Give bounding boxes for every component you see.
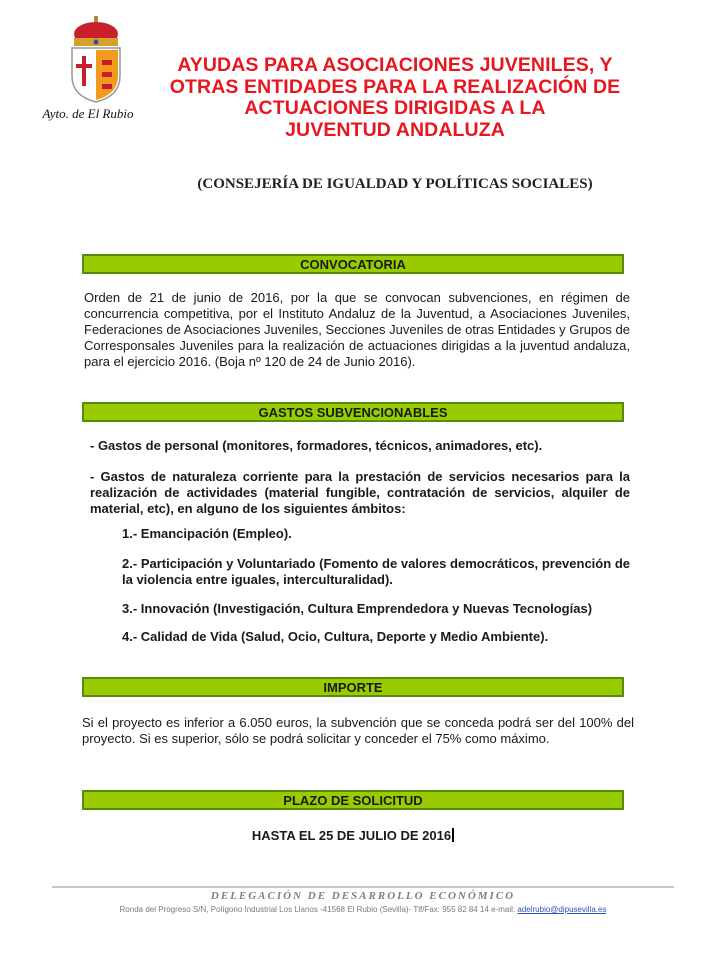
section-header-gastos: GASTOS SUBVENCIONABLES	[82, 402, 624, 422]
gastos-item-personal: - Gastos de personal (monitores, formadores, técnicos, animadores, etc).	[90, 438, 543, 453]
title-line: JUVENTUD ANDALUZA	[285, 118, 505, 141]
importe-text: Si el proyecto es inferior a 6.050 euros, la subvención que se conceda podrá ser del 100% del proyecto. Si es superior, sólo se podrá solicitar y conceder el 75% como máximo.	[82, 715, 634, 746]
deadline-value: HASTA EL 25 DE JULIO DE 2016	[251, 828, 452, 843]
ambito-item: 1.- Emancipación (Empleo).	[122, 526, 292, 541]
title-line: OTRAS ENTIDADES PARA LA REALIZACIÓN DE	[169, 75, 621, 98]
footer-divider	[52, 886, 674, 888]
section-header-plazo: PLAZO DE SOLICITUD	[82, 790, 624, 810]
page-subtitle: (CONSEJERÍA DE IGUALDAD Y POLÍTICAS SOCIALES)	[197, 176, 593, 192]
footer-address-text: Ronda del Progreso S/N, Polígono Industrial Los Llanos -41568 El Rubio (Sevilla)- Tlf/Fax: 955 82 84 14 e-mail:	[119, 905, 518, 914]
convocatoria-text: Orden de 21 de junio de 2016, por la que se convocan subvenciones, en régimen de concurrencia competitiva, por el Instituto Andaluz de la Juventud, a Asociaciones Juveniles, Federaciones de Asociaciones Juveniles, Secciones Juveniles de otras Entidades y Grupos de Corresponsales Juveniles para la realización de actuaciones dirigidas a la juventud andaluza, para el ejercicio 2016. (Boja nº 120 de 24 de Junio 2016).	[84, 290, 630, 369]
coat-of-arms-logo	[66, 14, 126, 104]
ambito-item: 2.- Participación y Voluntariado (Fomento de valores democráticos, prevención de la violencia entre iguales, interculturalidad).	[122, 556, 630, 587]
crown-icon	[74, 16, 118, 46]
footer-address	[52, 905, 674, 914]
footer-email-link[interactable]: adelrubio@dipusevilla.es	[517, 905, 607, 914]
section-header-importe: IMPORTE	[82, 677, 624, 697]
section-header-convocatoria: CONVOCATORIA	[82, 254, 624, 274]
title-line: AYUDAS PARA ASOCIACIONES JUVENILES, Y	[177, 54, 613, 76]
page-title	[140, 55, 650, 141]
footer-title: DELEGACIÓN DE DESARROLLO ECONÓMICO	[210, 890, 516, 902]
text-cursor	[452, 828, 454, 842]
gastos-item-corriente: - Gastos de naturaleza corriente para la prestación de servicios necesarios para la realización de actividades (material fungible, contratación de servicios, alquiler de material, etc), en alguno de los siguientes ámbitos:	[90, 469, 630, 516]
title-line: ACTUACIONES DIRIGIDAS A LA	[244, 97, 546, 119]
logo-caption: Ayto. de El Rubio	[42, 106, 134, 121]
ambito-item: 4.- Calidad de Vida (Salud, Ocio, Cultura, Deporte y Medio Ambiente).	[122, 629, 549, 644]
ambito-item: 3.- Innovación (Investigación, Cultura Emprendedora y Nuevas Tecnologías)	[122, 601, 593, 616]
deadline-text	[82, 828, 624, 843]
